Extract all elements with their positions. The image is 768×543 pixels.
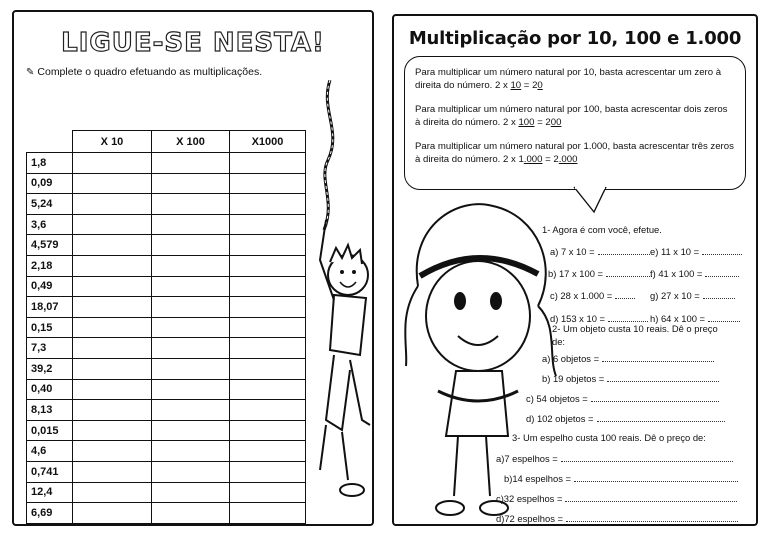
answer-blank[interactable]	[615, 289, 635, 299]
row-number: 3,6	[27, 214, 73, 235]
answer-cell-x100[interactable]	[152, 173, 230, 194]
answer-cell-x100[interactable]	[152, 503, 230, 524]
question-1-heading	[542, 224, 662, 235]
question-2-heading-cont	[552, 336, 565, 347]
table-header-row	[27, 131, 306, 153]
answer-cell-x10[interactable]	[73, 317, 152, 338]
answer-cell-x100[interactable]	[152, 214, 230, 235]
q3-item	[496, 492, 737, 504]
right-page-title: Multiplicação por 10, 100 e 1.000	[408, 28, 742, 49]
q2-item-label: c) 54 objetos =	[526, 393, 588, 404]
answer-cell-x10[interactable]	[73, 194, 152, 215]
table-row	[27, 317, 306, 338]
question-2-heading-cont-label: de:	[552, 336, 566, 347]
question-1-heading-label: 1- Agora é com você, efetue.	[542, 224, 662, 235]
question-2-heading-label: 2- Um objeto custa 10 reais. Dê o preço	[552, 323, 718, 334]
answer-cell-x100[interactable]	[152, 379, 230, 400]
question-3-heading	[512, 432, 706, 443]
answer-cell-x10[interactable]	[73, 214, 152, 235]
q1-item-label: f) 41 x 100 =	[650, 268, 703, 279]
answer-cell-x100[interactable]	[152, 317, 230, 338]
q1-item	[550, 289, 635, 301]
row-number: 8,13	[27, 400, 73, 421]
table-row	[27, 153, 306, 174]
answer-blank[interactable]	[703, 289, 735, 299]
left-page-title: LIGUE-SE NESTA!	[61, 28, 325, 58]
answer-cell-x10[interactable]	[73, 482, 152, 503]
answer-cell-x100[interactable]	[152, 461, 230, 482]
answer-cell-x100[interactable]	[152, 441, 230, 462]
answer-cell-x100[interactable]	[152, 276, 230, 297]
row-number: 0,741	[27, 461, 73, 482]
row-number: 5,24	[27, 194, 73, 215]
answer-cell-x10[interactable]	[73, 235, 152, 256]
q2-item	[526, 392, 719, 404]
answer-cell-x100[interactable]	[152, 255, 230, 276]
rule-10: Para multiplicar um número natural por 10, basta acrescentar um zero à direita do número. 2 x 10 = 20	[415, 67, 722, 91]
q3-item-label: d)72 espelhos =	[496, 513, 563, 524]
header-x10: X 10	[73, 131, 152, 153]
table-row	[27, 194, 306, 215]
table-row	[27, 276, 306, 297]
answer-cell-x10[interactable]	[73, 441, 152, 462]
q2-item-label: d) 102 objetos =	[526, 413, 594, 424]
q1-item	[548, 267, 652, 279]
q1-item-label: a) 7 x 10 =	[550, 246, 595, 257]
answer-cell-x100[interactable]	[152, 194, 230, 215]
answer-cell-x100[interactable]	[152, 400, 230, 421]
q1-item	[650, 245, 742, 257]
answer-blank[interactable]	[574, 472, 738, 482]
answer-cell-x10[interactable]	[73, 420, 152, 441]
header-x1000: X1000	[230, 131, 306, 153]
instruction	[26, 66, 262, 78]
table-row	[27, 420, 306, 441]
row-number: 0,09	[27, 173, 73, 194]
table-row	[27, 173, 306, 194]
answer-cell-x10[interactable]	[73, 173, 152, 194]
q1-item-label: h) 64 x 100 =	[650, 313, 705, 324]
answer-blank[interactable]	[602, 352, 714, 362]
table-row	[27, 297, 306, 318]
q2-item-label: a) 6 objetos =	[542, 353, 600, 364]
answer-cell-x10[interactable]	[73, 379, 152, 400]
answer-blank[interactable]	[598, 245, 650, 255]
multiplication-table	[26, 130, 306, 524]
left-worksheet-page	[12, 10, 374, 526]
answer-cell-x100[interactable]	[152, 358, 230, 379]
answer-cell-x10[interactable]	[73, 461, 152, 482]
answer-cell-x100[interactable]	[152, 153, 230, 174]
table-row	[27, 214, 306, 235]
table-row	[27, 338, 306, 359]
rule-100: Para multiplicar um número natural por 100, basta acrescentar dois zeros à direita do número. 2 x 100 = 200	[415, 104, 728, 128]
answer-blank[interactable]	[606, 267, 652, 277]
table-row	[27, 400, 306, 421]
row-number: 0,40	[27, 379, 73, 400]
q2-item	[542, 372, 719, 384]
answer-blank[interactable]	[597, 412, 725, 422]
climbing-boy-illustration	[290, 80, 374, 520]
row-number: 4,6	[27, 441, 73, 462]
right-worksheet-page	[392, 14, 758, 526]
q3-item-label: a)7 espelhos =	[496, 453, 558, 464]
rule-1000: Para multiplicar um número natural por 1.000, basta acrescentar três zeros à direita do número. 2 x 1.000 = 2.000	[415, 141, 734, 165]
answer-blank[interactable]	[591, 392, 719, 402]
q2-item	[526, 412, 725, 424]
q3-item	[496, 452, 733, 464]
answer-cell-x100[interactable]	[152, 482, 230, 503]
answer-blank[interactable]	[607, 372, 719, 382]
row-number: 4,579	[27, 235, 73, 256]
answer-cell-x10[interactable]	[73, 153, 152, 174]
answer-blank[interactable]	[566, 512, 738, 522]
answer-blank[interactable]	[705, 267, 739, 277]
q1-item-label: b) 17 x 100 =	[548, 268, 603, 279]
answer-cell-x100[interactable]	[152, 420, 230, 441]
row-number: 0,015	[27, 420, 73, 441]
q1-item-label: e) 11 x 10 =	[650, 246, 700, 257]
table-corner	[27, 131, 73, 153]
question-3-heading-label: 3- Um espelho custa 100 reais. Dê o preço de:	[512, 432, 706, 443]
row-number: 0,49	[27, 276, 73, 297]
q1-item	[650, 289, 735, 301]
table-row	[27, 482, 306, 503]
table-row	[27, 379, 306, 400]
q1-item	[650, 267, 739, 279]
answer-blank[interactable]	[565, 492, 737, 502]
pencil-icon: ✎	[26, 67, 35, 78]
q2-item-label: b) 19 objetos =	[542, 373, 605, 384]
q3-item-label: b)14 espelhos =	[504, 473, 571, 484]
table-row	[27, 235, 306, 256]
answer-cell-x100[interactable]	[152, 297, 230, 318]
q1-item-label: d) 153 x 10 =	[550, 313, 605, 324]
speech-bubble-rules	[404, 56, 746, 190]
answer-cell-x10[interactable]	[73, 255, 152, 276]
answer-cell-x100[interactable]	[152, 338, 230, 359]
q3-item	[504, 472, 738, 484]
row-number: 39,2	[27, 358, 73, 379]
answer-cell-x10[interactable]	[73, 297, 152, 318]
header-x100: X 100	[152, 131, 230, 153]
row-number: 0,15	[27, 317, 73, 338]
answer-cell-x10[interactable]	[73, 503, 152, 524]
answer-blank[interactable]	[561, 452, 733, 462]
table-row	[27, 503, 306, 524]
row-number: 7,3	[27, 338, 73, 359]
q3-item	[496, 512, 738, 524]
table-row	[27, 255, 306, 276]
answer-cell-x100[interactable]	[152, 235, 230, 256]
row-number: 12,4	[27, 482, 73, 503]
row-number: 18,07	[27, 297, 73, 318]
q1-item-label: c) 28 x 1.000 =	[550, 290, 613, 301]
row-number: 2,18	[27, 255, 73, 276]
table-row	[27, 441, 306, 462]
answer-cell-x10[interactable]	[73, 276, 152, 297]
answer-cell-x10[interactable]	[73, 400, 152, 421]
instruction-text: Complete o quadro efetuando as multiplicações.	[37, 66, 263, 78]
answer-cell-x10[interactable]	[73, 338, 152, 359]
table-row	[27, 358, 306, 379]
q1-item-label: g) 27 x 10 =	[650, 290, 700, 301]
q2-item	[542, 352, 714, 364]
row-number: 1,8	[27, 153, 73, 174]
answer-blank[interactable]	[708, 312, 740, 322]
table-row	[27, 461, 306, 482]
answer-cell-x10[interactable]	[73, 358, 152, 379]
question-2-heading	[552, 323, 718, 334]
q3-item-label: c)32 espelhos =	[496, 493, 563, 504]
answer-blank[interactable]	[702, 245, 742, 255]
row-number: 6,69	[27, 503, 73, 524]
q1-item	[550, 245, 650, 257]
answer-blank[interactable]	[608, 312, 648, 322]
